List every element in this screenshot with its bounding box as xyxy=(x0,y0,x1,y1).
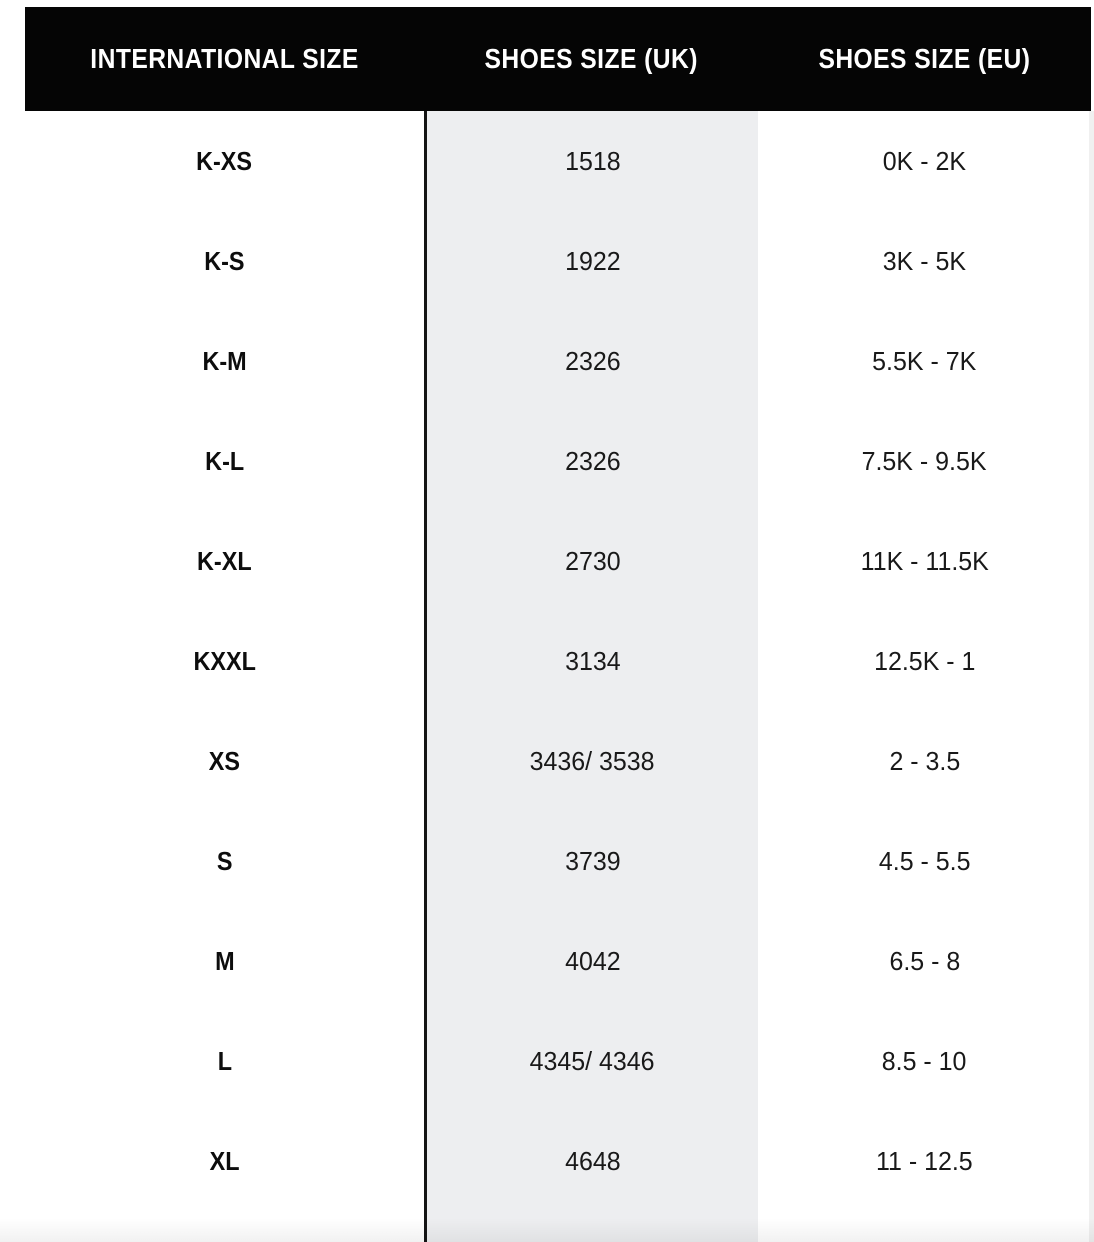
cell-international-size xyxy=(25,311,424,411)
shoes-size-eu-value: 4.5 - 5.5 xyxy=(878,845,971,876)
table-row xyxy=(25,111,1091,211)
shoes-size-uk-value: 3739 xyxy=(564,845,621,876)
cell-shoes-size-uk xyxy=(424,911,758,1011)
column-header-shoes-size-uk xyxy=(424,7,758,111)
cell-shoes-size-uk xyxy=(424,811,758,911)
shoes-size-eu-value: 0K - 2K xyxy=(882,145,967,176)
shoes-size-eu-value: 11K - 11.5K xyxy=(860,545,989,576)
cell-shoes-size-uk xyxy=(424,1111,758,1211)
cell-international-size xyxy=(25,811,424,911)
table-row xyxy=(25,211,1091,311)
cell-shoes-size-eu xyxy=(758,111,1091,211)
international-size-value: XL xyxy=(209,1145,240,1176)
shoes-size-uk-value: 1518 xyxy=(564,145,621,176)
international-size-value: XS xyxy=(208,745,241,776)
filler-cell-shoes-size-eu xyxy=(758,1211,1091,1242)
column-header-shoes-size-eu-label: SHOES SIZE (EU) xyxy=(818,43,1031,74)
table-row xyxy=(25,1111,1091,1211)
table-body xyxy=(25,111,1091,1211)
cell-shoes-size-eu xyxy=(758,1111,1091,1211)
column-header-international-size-label: INTERNATIONAL SIZE xyxy=(90,43,359,74)
table-row xyxy=(25,911,1091,1011)
cell-shoes-size-uk xyxy=(424,611,758,711)
cell-shoes-size-eu xyxy=(758,711,1091,811)
shoes-size-uk-value: 1922 xyxy=(564,245,621,276)
international-size-value: K-XS xyxy=(196,145,253,176)
cell-shoes-size-eu xyxy=(758,611,1091,711)
cell-shoes-size-eu xyxy=(758,411,1091,511)
international-size-value: KXXL xyxy=(193,645,256,676)
table-row xyxy=(25,611,1091,711)
table-row xyxy=(25,411,1091,511)
cell-shoes-size-eu xyxy=(758,911,1091,1011)
cell-shoes-size-uk xyxy=(424,1011,758,1111)
international-size-value: L xyxy=(217,1045,232,1076)
cell-shoes-size-eu xyxy=(758,311,1091,411)
cell-shoes-size-uk xyxy=(424,211,758,311)
shoes-size-eu-value: 2 - 3.5 xyxy=(889,745,960,776)
table-row xyxy=(25,311,1091,411)
shoes-size-uk-value: 2730 xyxy=(564,545,621,576)
table-header-row xyxy=(25,7,1091,111)
international-size-value: K-S xyxy=(204,245,245,276)
shoes-size-eu-value: 3K - 5K xyxy=(882,245,967,276)
cell-international-size xyxy=(25,1011,424,1111)
international-size-value: K-M xyxy=(202,345,247,376)
cell-shoes-size-eu xyxy=(758,511,1091,611)
shoes-size-uk-value: 4042 xyxy=(564,945,621,976)
cell-shoes-size-eu xyxy=(758,211,1091,311)
table-filler-row xyxy=(25,1211,1091,1242)
cell-international-size xyxy=(25,111,424,211)
shoes-size-eu-value: 11 - 12.5 xyxy=(876,1145,973,1176)
column-header-shoes-size-eu xyxy=(758,7,1091,111)
shoes-size-eu-value: 8.5 - 10 xyxy=(882,1045,967,1076)
shoes-size-eu-value: 5.5K - 7K xyxy=(872,345,977,376)
shoes-size-eu-value: 6.5 - 8 xyxy=(889,945,960,976)
table-row xyxy=(25,1011,1091,1111)
filler-cell-international-size xyxy=(25,1211,424,1242)
column-header-international-size xyxy=(25,7,424,111)
shoes-size-eu-value: 7.5K - 9.5K xyxy=(862,445,987,476)
cell-shoes-size-eu xyxy=(758,1011,1091,1111)
shoes-size-uk-value: 2326 xyxy=(564,445,621,476)
cell-shoes-size-uk xyxy=(424,511,758,611)
cell-international-size xyxy=(25,611,424,711)
cell-international-size xyxy=(25,411,424,511)
shoes-size-eu-value: 12.5K - 1 xyxy=(873,645,976,676)
table-row xyxy=(25,711,1091,811)
international-size-value: K-L xyxy=(204,445,244,476)
shoes-size-uk-value: 4345/ 4346 xyxy=(530,1045,655,1076)
cell-international-size xyxy=(25,711,424,811)
cell-international-size xyxy=(25,1111,424,1211)
size-chart-table xyxy=(25,7,1091,1242)
international-size-value: M xyxy=(214,945,235,976)
cell-shoes-size-uk xyxy=(424,411,758,511)
international-size-value: S xyxy=(216,845,233,876)
scrollbar-track[interactable] xyxy=(1089,111,1094,1242)
shoes-size-uk-value: 3436/ 3538 xyxy=(530,745,655,776)
cell-shoes-size-uk xyxy=(424,711,758,811)
table-row xyxy=(25,811,1091,911)
cell-shoes-size-uk xyxy=(424,111,758,211)
table-row xyxy=(25,511,1091,611)
cell-international-size xyxy=(25,911,424,1011)
filler-cell-shoes-size-uk xyxy=(424,1211,758,1242)
column-header-shoes-size-uk-label: SHOES SIZE (UK) xyxy=(484,43,698,74)
shoes-size-uk-value: 3134 xyxy=(564,645,621,676)
cell-international-size xyxy=(25,511,424,611)
cell-shoes-size-eu xyxy=(758,811,1091,911)
shoes-size-uk-value: 2326 xyxy=(564,345,621,376)
cell-international-size xyxy=(25,211,424,311)
international-size-value: K-XL xyxy=(197,545,252,576)
shoes-size-uk-value: 4648 xyxy=(564,1145,621,1176)
cell-shoes-size-uk xyxy=(424,311,758,411)
